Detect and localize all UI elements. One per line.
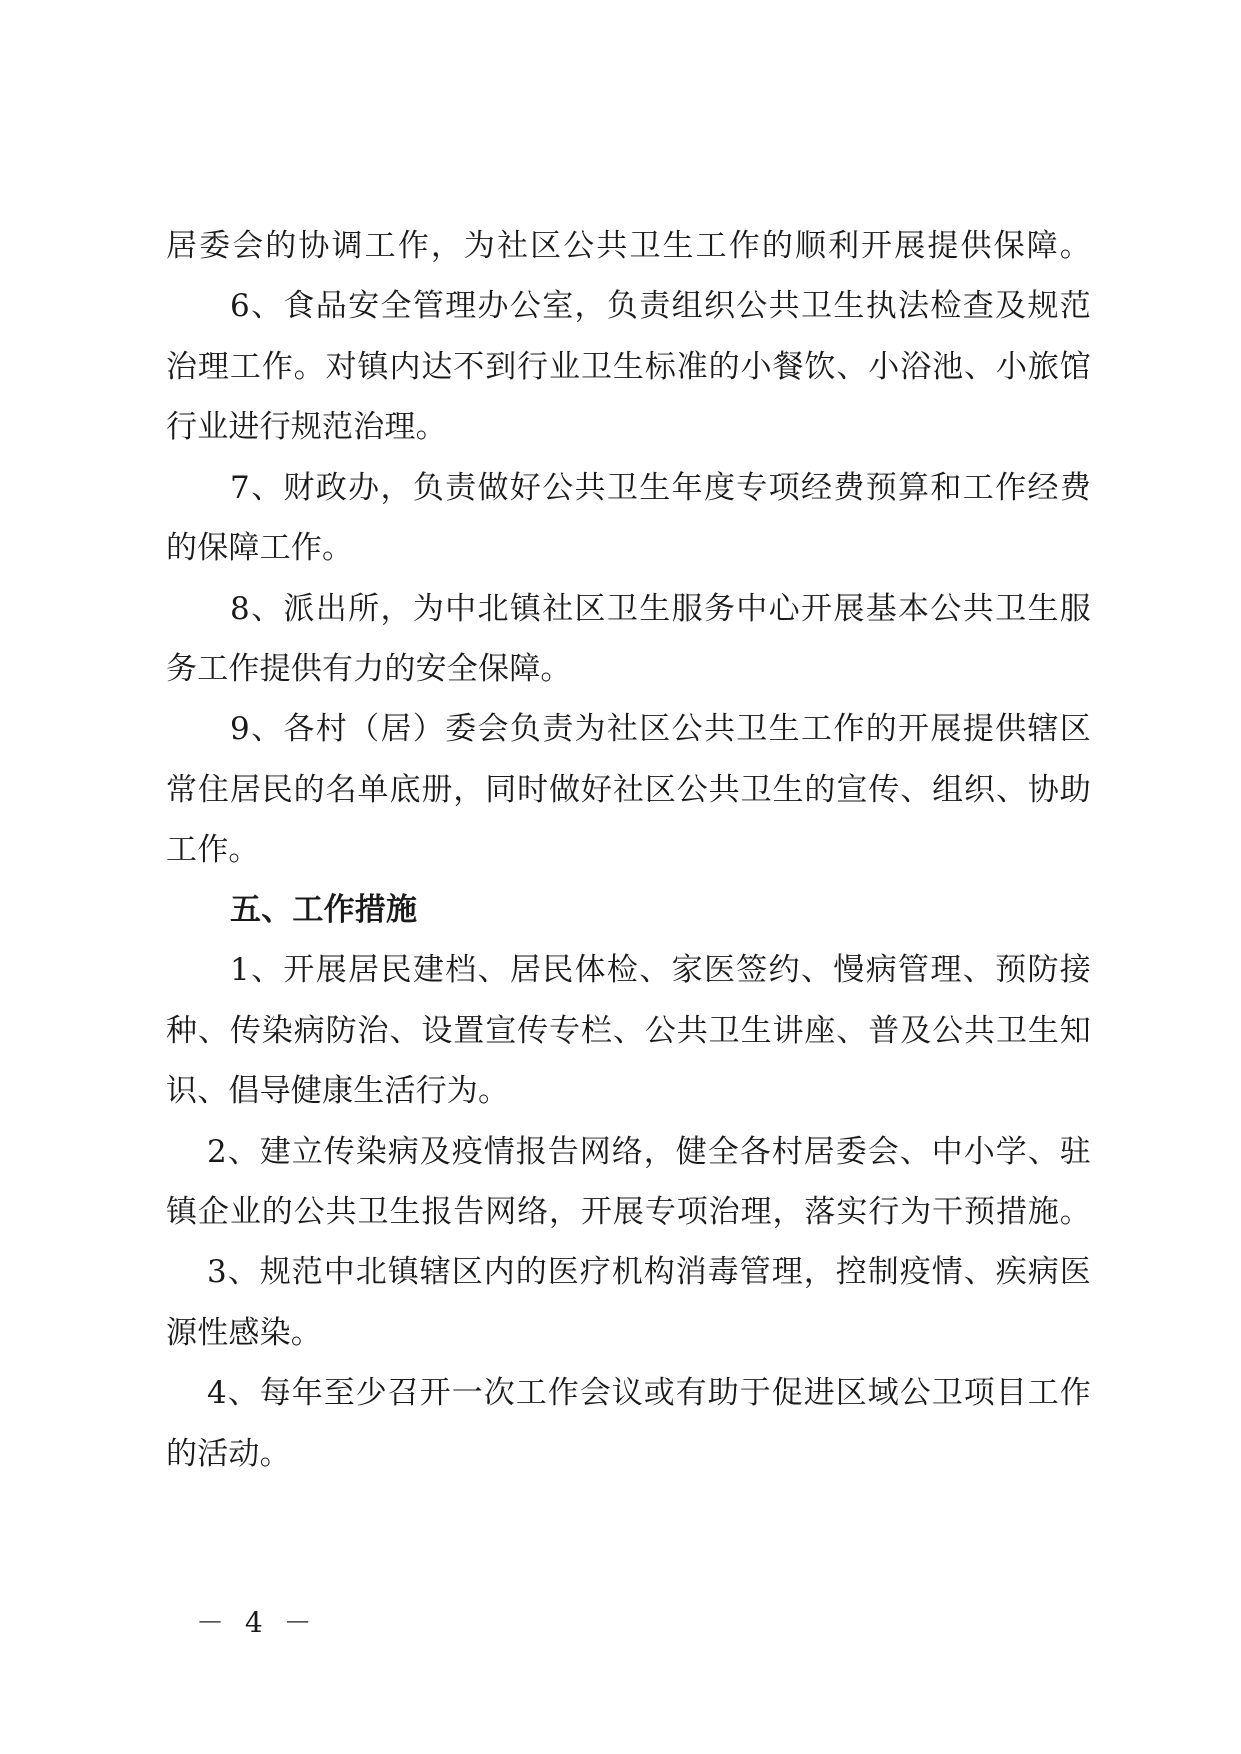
paragraph-9-line-1: 9、各村（居）委会负责为社区公共卫生工作的开展提供辖区 — [230, 711, 1091, 747]
page-number: － 4 － — [196, 1606, 318, 1639]
measure-4-line-2: 的活动。 — [166, 1436, 291, 1472]
measure-2-line-1: 2、建立传染病及疫情报告网络，健全各村居委会、中小学、驻 — [207, 1134, 1091, 1170]
measure-2-line-2: 镇企业的公共卫生报告网络，开展专项治理，落实行为干预措施。 — [166, 1194, 1091, 1230]
paragraph-6-line-3: 行业进行规范治理。 — [166, 409, 447, 445]
paragraph-9-line-2: 常住居民的名单底册，同时做好社区公共卫生的宣传、组织、协助 — [166, 772, 1091, 808]
measure-1-line-2: 种、传染病防治、设置宣传专栏、公共卫生讲座、普及公共卫生知 — [166, 1013, 1091, 1049]
text-line: 居委会的协调工作，为社区公共卫生工作的顺利开展提供保障。 — [166, 228, 1091, 264]
measure-3-line-2: 源性感染。 — [166, 1315, 322, 1351]
paragraph-6-line-2: 治理工作。对镇内达不到行业卫生标准的小餐饮、小浴池、小旅馆 — [166, 349, 1091, 385]
paragraph-8-line-1: 8、派出所，为中北镇社区卫生服务中心开展基本公共卫生服 — [230, 591, 1091, 627]
paragraph-9-line-3: 工作。 — [166, 832, 260, 868]
measure-3-line-1: 3、规范中北镇辖区内的医疗机构消毒管理，控制疫情、疾病医 — [207, 1254, 1091, 1290]
paragraph-6-line-1: 6、食品安全管理办公室，负责组织公共卫生执法检查及规范 — [230, 288, 1091, 324]
measure-1-line-1: 1、开展居民建档、居民体检、家医签约、慢病管理、预防接 — [230, 952, 1091, 988]
paragraph-7-line-2: 的保障工作。 — [166, 530, 354, 566]
measure-4-line-1: 4、每年至少召开一次工作会议或有助于促进区域公卫项目工作 — [207, 1375, 1091, 1411]
section-heading: 五、工作措施 — [230, 892, 418, 928]
paragraph-8-line-2: 务工作提供有力的安全保障。 — [166, 651, 572, 687]
measure-1-line-3: 识、倡导健康生活行为。 — [166, 1073, 510, 1109]
paragraph-7-line-1: 7、财政办，负责做好公共卫生年度专项经费预算和工作经费 — [230, 470, 1091, 506]
